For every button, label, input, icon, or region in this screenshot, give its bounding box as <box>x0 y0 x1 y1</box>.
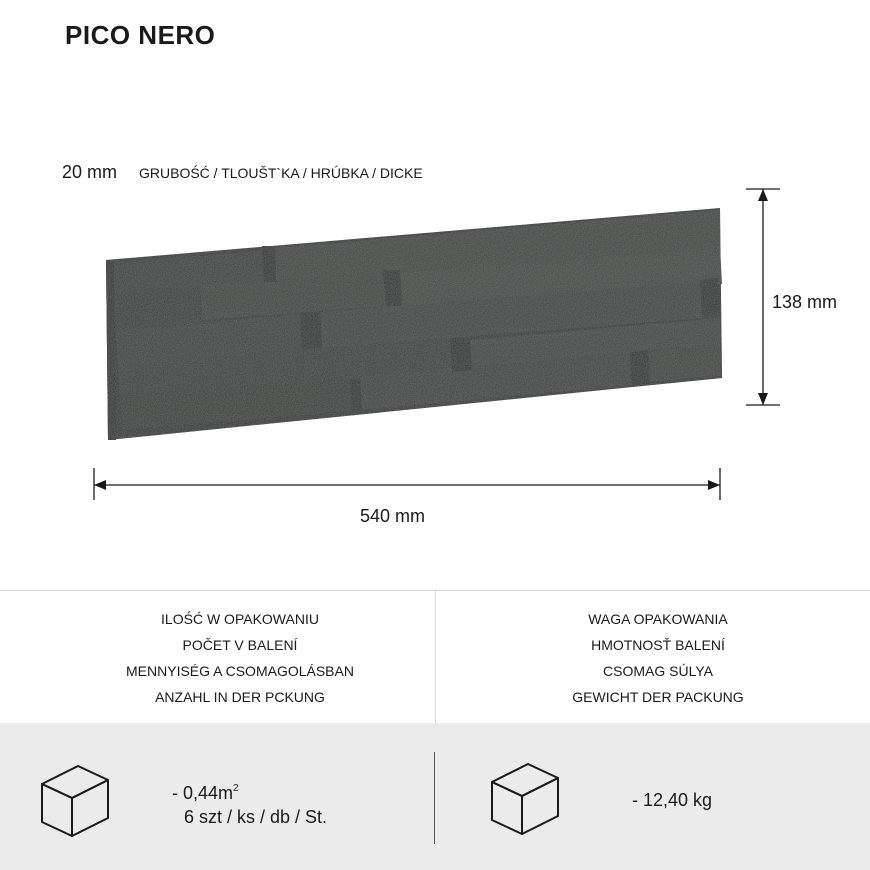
width-dimension-line <box>94 468 720 500</box>
weight-labels <box>458 606 858 710</box>
product-title: PICO NERO <box>65 20 216 50</box>
quantity-area: - $0,44m^2$ <box>172 783 239 803</box>
weight-label-de: GEWICHT DER PACKUNG <box>572 689 744 705</box>
quantity-labels <box>40 606 440 710</box>
quantity-label-pl: ILOŚĆ W OPAKOWANIU <box>161 611 319 627</box>
weight-label-pl: WAGA OPAKOWANIA <box>588 611 728 627</box>
thickness-label: GRUBOŚĆ / TLOUŠT`KA / HRÚBKA / DICKE <box>139 165 423 181</box>
quantity-values <box>172 777 327 829</box>
quantity-label-cz: POČET V BALENÍ <box>182 637 298 653</box>
package-box-icon <box>38 762 112 840</box>
package-info-table <box>0 590 870 870</box>
height-value: 138 mm <box>772 292 838 312</box>
package-box-icon <box>488 760 562 838</box>
quantity-label-de: ANZAHL IN DER PCKUNG <box>155 689 325 705</box>
weight-label-sk: HMOTNOSŤ BALENÍ <box>591 637 725 653</box>
weight-value: - 12,40 kg <box>632 790 713 810</box>
weight-label-hu: CSOMAG SÚLYA <box>603 663 713 679</box>
thickness-value: 20 mm <box>62 162 118 182</box>
quantity-pieces: 6 szt / ks / db / St. <box>184 807 328 827</box>
value-row <box>0 723 870 870</box>
value-divider <box>434 752 435 844</box>
stone-panel-image <box>106 208 722 440</box>
width-value: 540 mm <box>360 506 426 526</box>
quantity-label-hu: MENNYISÉG A CSOMAGOLÁSBAN <box>126 663 354 679</box>
